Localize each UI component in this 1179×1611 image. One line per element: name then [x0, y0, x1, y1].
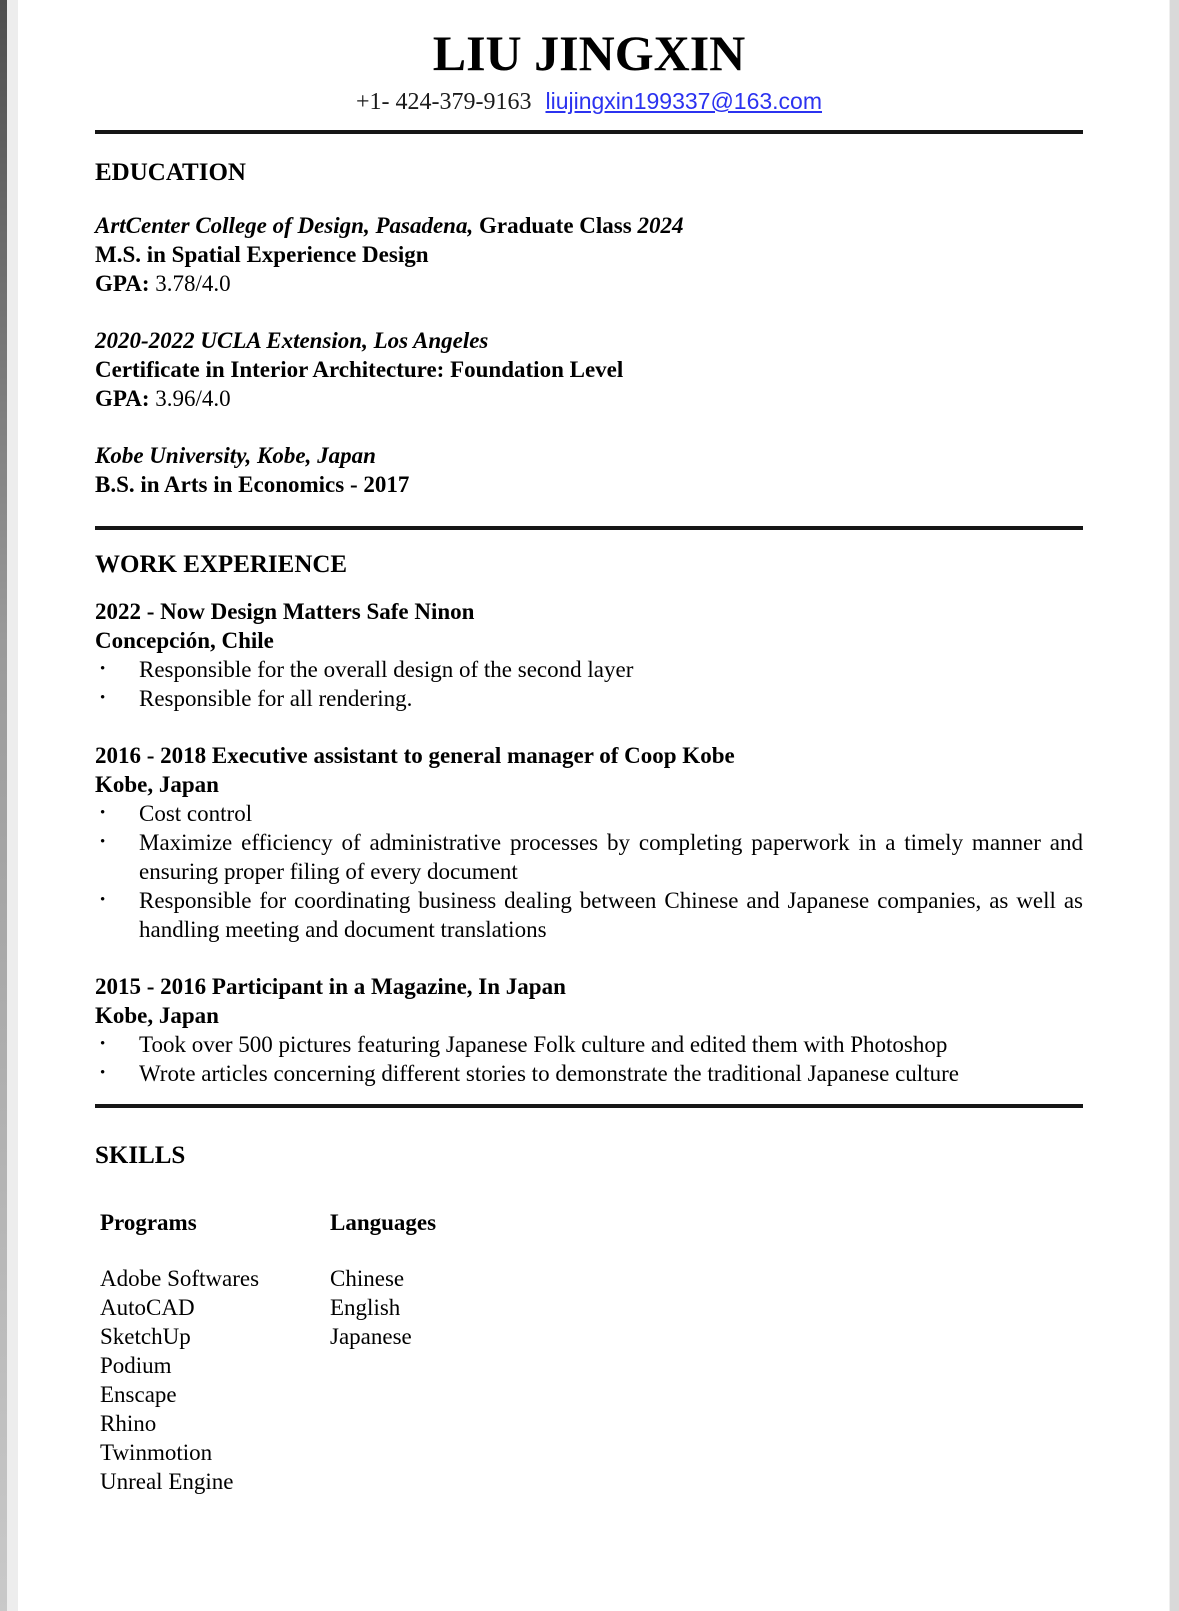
job-entry	[95, 597, 1083, 713]
job-bullet-list	[95, 799, 1083, 944]
bullet-item	[95, 684, 1083, 713]
bullet-icon: •	[100, 1036, 106, 1052]
bullet-item	[95, 1059, 1083, 1088]
bullet-text: Maximize efficiency of administrative processes by completing paperwork in a timely manner and ensuring proper filing of every document	[139, 830, 1083, 884]
bullet-text: Responsible for the overall design of the second layer	[139, 657, 634, 682]
school-line: 2020-2022 UCLA Extension, Los Angeles	[95, 328, 489, 353]
education-entry	[95, 441, 1083, 499]
program-item: Enscape	[100, 1382, 177, 1407]
email-link[interactable]: liujingxin199337@163.com	[545, 88, 823, 114]
school-line: Kobe University, Kobe, Japan	[95, 443, 376, 468]
page-edge-shadow	[0, 0, 7, 1611]
program-item: SketchUp	[100, 1324, 191, 1349]
programs-header: Programs	[100, 1210, 197, 1235]
contact-line	[95, 86, 1083, 117]
languages-header: Languages	[330, 1210, 437, 1235]
scrollbar-track[interactable]	[1169, 0, 1179, 1611]
school-line	[95, 211, 1083, 240]
job-title: 2015 - 2016 Participant in a Magazine, In Japan	[95, 974, 566, 999]
degree-line: Certificate in Interior Architecture: Foundation Level	[95, 357, 624, 382]
job-location: Kobe, Japan	[95, 772, 219, 797]
degree-line: B.S. in Arts in Economics - 2017	[95, 472, 410, 497]
job-location: Kobe, Japan	[95, 1003, 219, 1028]
program-item: Twinmotion	[100, 1440, 213, 1465]
bullet-text: Cost control	[139, 801, 253, 826]
gpa-line	[95, 384, 1083, 413]
work-experience-section	[95, 550, 1083, 1088]
gpa-label: GPA:	[95, 386, 150, 411]
person-name: LIU JINGXIN	[432, 25, 746, 81]
gpa-value: 3.78/4.0	[149, 271, 231, 296]
education-entry	[95, 326, 1083, 413]
bullet-item	[95, 828, 1083, 886]
program-item: Rhino	[100, 1411, 157, 1436]
job-entry	[95, 972, 1083, 1088]
bullet-text: Responsible for all rendering.	[139, 686, 413, 711]
bullet-icon: •	[100, 834, 106, 850]
bullet-text: Took over 500 pictures featuring Japanese Folk culture and edited them with Photoshop	[139, 1032, 948, 1057]
gpa-label: GPA:	[95, 271, 150, 296]
bullet-icon: •	[100, 892, 106, 908]
bullet-icon: •	[100, 1065, 106, 1081]
languages-list	[330, 1264, 436, 1351]
job-title: 2016 - 2018 Executive assistant to general manager of Coop Kobe	[95, 743, 735, 768]
program-item: Adobe Softwares	[100, 1266, 260, 1291]
school-class-label: Graduate Class	[473, 213, 638, 238]
gpa-line	[95, 269, 1083, 298]
bullet-item	[95, 886, 1083, 944]
school-name: ArtCenter College of Design, Pasadena,	[95, 213, 474, 238]
skills-heading: SKILLS	[95, 1142, 186, 1169]
bullet-item	[95, 1030, 1083, 1059]
phone-number: +1- 424-379-9163	[355, 89, 532, 115]
program-item: Unreal Engine	[100, 1469, 234, 1494]
job-entry	[95, 741, 1083, 944]
divider-rule-education	[95, 526, 1083, 530]
education-entry	[95, 211, 1083, 298]
skills-column-programs	[100, 1208, 330, 1496]
program-item: AutoCAD	[100, 1295, 195, 1320]
job-location: Concepción, Chile	[95, 628, 274, 653]
language-item: Japanese	[330, 1324, 412, 1349]
program-item: Podium	[100, 1353, 172, 1378]
job-bullet-list	[95, 1030, 1083, 1088]
job-bullet-list	[95, 655, 1083, 713]
bullet-text: Responsible for coordinating business dealing between Chinese and Japanese companies, as well as handling meeting and document translations	[139, 888, 1083, 942]
bullet-icon: •	[100, 805, 106, 821]
skills-column-languages	[330, 1208, 436, 1496]
divider-rule-work	[95, 1104, 1083, 1108]
bullet-text: Wrote articles concerning different stories to demonstrate the traditional Japanese culture	[139, 1061, 959, 1086]
work-experience-heading: WORK EXPERIENCE	[95, 551, 348, 578]
degree-line: M.S. in Spatial Experience Design	[95, 242, 429, 267]
resume-header	[95, 24, 1083, 117]
education-section	[95, 158, 1083, 499]
bullet-icon: •	[100, 661, 106, 677]
skills-table	[95, 1208, 1083, 1496]
gpa-value: 3.96/4.0	[149, 386, 231, 411]
skills-section	[95, 1141, 1083, 1496]
language-item: English	[330, 1295, 401, 1320]
bullet-item	[95, 799, 1083, 828]
language-item: Chinese	[330, 1266, 405, 1291]
bullet-item	[95, 655, 1083, 684]
job-title: 2022 - Now Design Matters Safe Ninon	[95, 599, 475, 624]
divider-rule-header	[95, 130, 1083, 134]
bullet-icon: •	[100, 690, 106, 706]
page-edge-strip	[7, 0, 18, 1611]
education-heading: EDUCATION	[95, 159, 246, 186]
graduation-year: 2024	[637, 213, 684, 238]
programs-list	[100, 1264, 330, 1496]
